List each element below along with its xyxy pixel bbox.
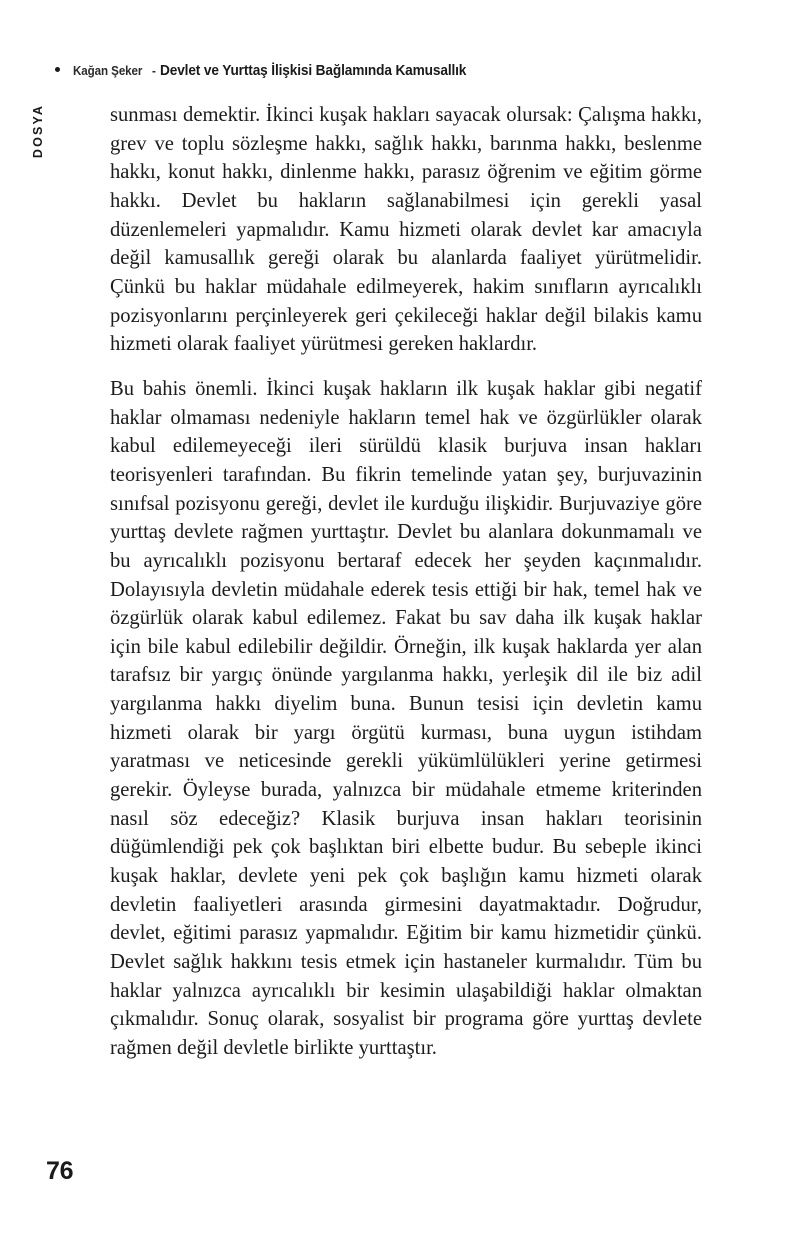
section-tab-label: DOSYA — [31, 103, 45, 159]
running-head-title: Devlet ve Yurttaş İlişkisi Bağlamında Kamusallık — [160, 62, 467, 79]
body-paragraph: Bu bahis önemli. İkinci kuşak hakların ilk kuşak haklar gibi negatif haklar olmaması nedeniyle hakların temel hak ve özgürlükler olarak kabul edilemeyeceği ileri sürüldü klasik burjuva insan hakları teorisyenleri tarafından. Bu fikrin temelinde yatan şey, burjuvazinin sınıfsal pozisyonu gereği, devlet ile kurduğu ilişkidir. Burjuvaziye göre yurttaş devlete rağmen yurttaştır. Devlet bu alanlara dokunmamalı ve bu ayrıcalıklı pozisyonu bertaraf edecek her şeyden kaçınmalıdır. Dolayısıyla devletin müdahale ederek tesis ettiği bir hak, temel hak ve özgürlük olarak kabul edilemez. Fakat bu sav daha ilk kuşak haklar için bile kabul edilebilir değildir. Örneğin, ilk kuşak haklarda yer alan tarafsız bir yargıç önünde yargılanma hakkı, yerleşik dil ile biz adil yargılanma hakkı diyelim buna. Bunun tesisi için devletin kamu hizmeti olarak bir yargı örgütü kurması, buna uygun istihdam yaratması ve neticesinde gerekli yükümlülükleri yerine getirmesi gerekir. Öyleyse burada, yalnızca bir müdahale etmeme kriterinden nasıl söz edeceğiz? Klasik burjuva insan hakları teorisinin düğümlendiği pek çok başlıktan biri elbette budur. Bu sebeple ikinci kuşak haklar, devlete yeni pek çok başlığın kamu hizmeti olarak devletin faaliyetleri arasında girmesini dayatmaktadır. Doğrudur, devlet, eğitimi parasız yapmalıdır. Eğitim bir kamu hizmetidir çünkü. Devlet sağlık hakkını tesis etmek için hastaneler kurmalıdır. Tüm bu haklar yalnızca ayrıcalıklı bir kesimin ulaşabildiği haklar olmaktan çıkmalıdır. Sonuç olarak, sosyalist bir programa göre yurttaş devlete rağmen değil devletle birlikte yurttaştır. — [110, 377, 702, 1059]
body-paragraph: sunması demektir. İkinci kuşak hakları sayacak olursak: Çalışma hakkı, grev ve toplu sözleşme hakkı, sağlık hakkı, barınma hakkı, beslenme hakkı, konut hakkı, dinlenme hakkı, parasız öğrenim ve eğitim görme hakkı. Devlet bu hakların sağlanabilmesi için gerekli yasal düzenlemeleri yapmalıdır. Kamu hizmeti olarak devlet kar amacıyla değil kamusallık gereği olarak bu alanlarda faaliyet yürütmelidir. Çünkü bu haklar müdahale edilmeyerek, hakim sınıfların ayrıcalıklı pozisyonlarını perçinleyerek geri çekileceği haklar değil bilakis kamu hizmeti olarak faaliyet yürütmesi gereken haklardır. — [110, 104, 702, 356]
running-head — [55, 62, 501, 79]
running-head-separator: - — [151, 63, 156, 78]
bullet-icon — [55, 67, 60, 72]
page-number: 76 — [46, 1157, 74, 1185]
body-text-column — [110, 101, 702, 1063]
section-tab — [26, 96, 50, 166]
running-head-author: Kağan Şeker — [73, 63, 143, 78]
